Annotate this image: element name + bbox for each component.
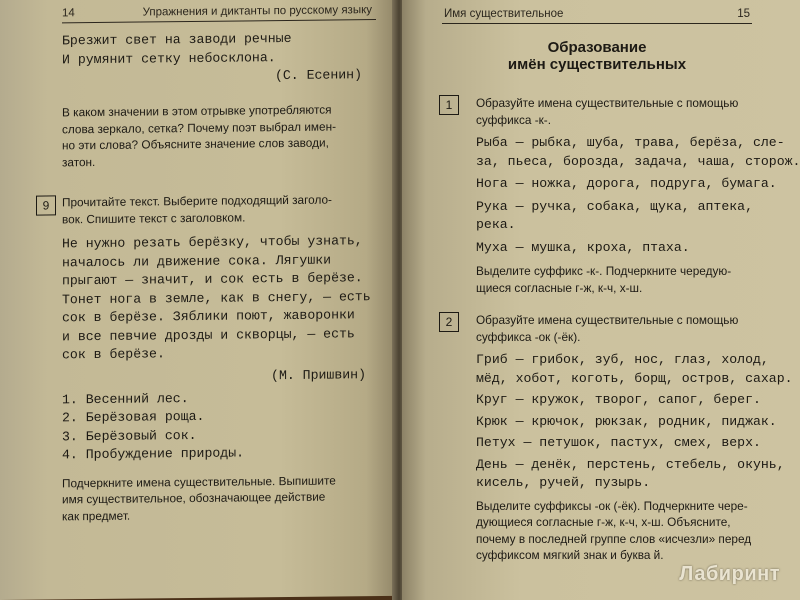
word-line: Нога — ножка, дорога, подруга, бумага. <box>476 176 777 191</box>
word-line: Крюк — крючок, рюкзак, родник, пиджак. <box>476 413 777 429</box>
right-page <box>402 0 800 600</box>
followup-line: имя существительное, обозначающее действие <box>62 489 326 507</box>
question-line: затон. <box>62 154 96 169</box>
task-9 <box>42 191 398 525</box>
text-line: сок в берёзе. <box>62 346 165 363</box>
text-attribution: (М. Пришвин) <box>271 366 366 383</box>
followup-line: щиеся согласные г-ж, к-ч, х-ш. <box>476 280 643 295</box>
text-line: началось ли движение сока. Лягушки <box>62 252 332 270</box>
left-page-number: 14 <box>62 7 75 20</box>
word-group <box>476 391 800 410</box>
followup-line: Выделите суффикс -к-. Подчеркните чередую- <box>476 264 732 278</box>
poem-attribution: (С. Есенин) <box>274 67 362 84</box>
task-instruction: суффикса -к-. <box>476 112 551 127</box>
word-line: Гриб — грибок, зуб, нос, глаз, холод, <box>476 352 769 367</box>
text-line: Не нужно резать берёзку, чтобы узнать, <box>62 233 363 252</box>
task-1 <box>442 95 800 296</box>
text-line: Тонет нога в земле, как в снегу, — есть <box>62 288 371 307</box>
task-2-followup <box>476 498 800 564</box>
section-heading <box>442 39 752 73</box>
task-instruction: суффикса -ок (-ёк). <box>476 329 581 344</box>
left-running-title: Упражнения и диктанты по русскому языку <box>142 4 372 19</box>
followup-line: суффиксом мягкий знак и буква й. <box>476 548 664 562</box>
prishvin-text <box>62 232 398 365</box>
word-line: Круг — кружок, творог, сапог, берег. <box>476 392 761 407</box>
word-group <box>476 175 800 194</box>
word-line: река. <box>476 217 516 232</box>
question-line: но эти слова? Объясните значение слов заводи, <box>62 135 329 153</box>
poem-line: И румянит сетку небосклона. <box>62 49 276 67</box>
question-line: В каком значении в этом отрывке употребляются <box>62 102 332 120</box>
poem-line: Брезжит свет на заводи речные <box>62 30 292 49</box>
followup-line: Выделите суффиксы -ок (-ёк). Подчеркните чере- <box>476 498 748 513</box>
task-1-followup <box>476 263 800 296</box>
task-instruction: вок. Спишите текст с заголовком. <box>62 209 246 226</box>
word-line: кисель, ручей, пузырь. <box>476 475 651 490</box>
title-option: 3. Берёзовый сок. <box>62 427 197 444</box>
text-line: прыгают — значит, и сок есть в берёзе. <box>62 270 363 289</box>
task-2 <box>442 312 800 564</box>
word-group <box>476 239 800 258</box>
poem-question <box>62 101 398 171</box>
title-option: 2. Берёзовая роща. <box>62 408 205 426</box>
title-option: 4. Пробуждение природы. <box>62 445 245 463</box>
word-group <box>476 351 800 388</box>
right-running-head <box>442 6 752 24</box>
task-instruction: Прочитайте текст. Выберите подходящий заголо- <box>62 192 332 210</box>
word-line: Рыба — рыбка, шуба, трава, берёза, сле- <box>476 135 785 150</box>
word-line: Рука — ручка, собака, щука, аптека, <box>476 198 753 214</box>
question-line: слова зеркало, сетка? Почему поэт выбрал имен- <box>62 118 337 136</box>
task-9-followup <box>62 471 398 524</box>
followup-line: дующиеся согласные г-ж, к-ч, х-ш. Объясните, <box>476 515 731 529</box>
right-running-title: Имя существительное <box>444 8 564 20</box>
heading-line: имён существительных <box>507 56 687 73</box>
word-group <box>476 434 800 453</box>
poem <box>62 29 398 88</box>
word-group <box>476 456 800 493</box>
word-line: День — денёк, перстень, стебель, окунь, <box>476 456 785 472</box>
left-page <box>0 0 398 600</box>
word-group <box>476 134 800 171</box>
title-option: 1. Весенний лес. <box>62 390 189 407</box>
word-line: Петух — петушок, пастух, смех, верх. <box>476 435 761 450</box>
task-number-box: 2 <box>439 312 459 332</box>
followup-line: как предмет. <box>62 508 131 523</box>
labirint-watermark: Лабиринт <box>679 563 780 585</box>
word-line: мёд, хобот, коготь, борщ, остров, сахар. <box>476 370 793 386</box>
title-options <box>62 387 398 465</box>
text-line: и все певчие дрозды и скворцы, — есть <box>62 325 355 344</box>
task-number-box: 9 <box>36 195 56 215</box>
heading-line: Образование <box>547 39 647 56</box>
word-line: за, пьеса, борозда, задача, чаша, сторож. <box>476 153 800 169</box>
word-line: Муха — мушка, кроха, птаха. <box>476 239 690 255</box>
word-group <box>476 413 800 432</box>
left-running-head <box>62 2 376 23</box>
task-instruction: Образуйте имена существительные с помощью <box>476 96 739 110</box>
right-page-number: 15 <box>737 8 750 20</box>
task-instruction: Образуйте имена существительные с помощью <box>476 313 739 327</box>
followup-line: почему в последней группе слов «исчезли» перед <box>476 531 752 546</box>
followup-line: Подчеркните имена существительные. Выпишите <box>62 472 336 490</box>
task-number-box: 1 <box>439 95 459 115</box>
word-group <box>476 198 800 235</box>
text-line: сок в берёзе. Зяблики поют, жаворонки <box>62 307 355 326</box>
